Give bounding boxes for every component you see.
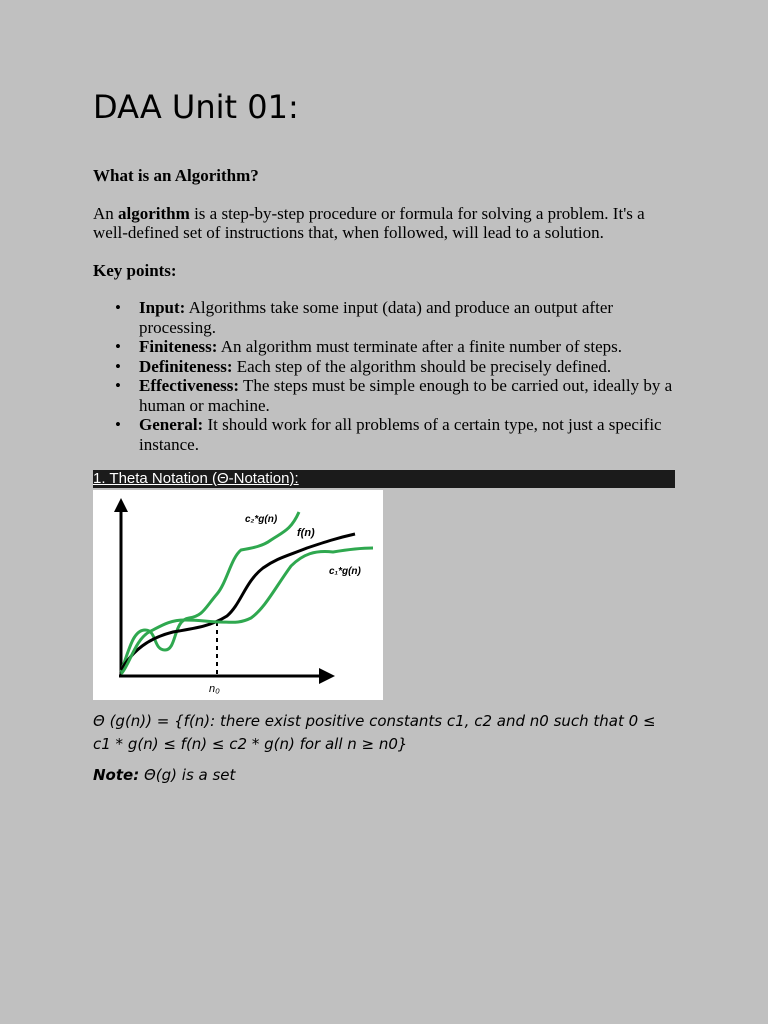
list-item <box>115 415 675 454</box>
intro-suffix: is a step-by-step procedure or formula for solving a problem. It's a well-defined set of instructions that, when followed, will lead to a solution. <box>93 203 645 242</box>
bullet-icon: • <box>115 415 121 434</box>
point-term: Effectiveness: <box>139 376 240 395</box>
intro-prefix: An <box>93 203 119 223</box>
point-term: Finiteness: <box>139 337 218 356</box>
note-text: Θ(g) is a set <box>139 766 236 784</box>
point-term: General: <box>139 415 204 434</box>
bullet-icon: • <box>115 376 121 395</box>
bullet-icon: • <box>115 298 121 317</box>
x-axis-arrow-icon <box>319 668 335 684</box>
bullet-icon: • <box>115 356 121 376</box>
f-curve-label: f(n) <box>297 527 315 539</box>
theta-definition: Θ (g(n)) = {f(n): there exist positive constants c1, c2 and n0 such that 0 ≤ c1 * g(n) ≤ f(n) ≤ c2 * g(n) for all n ≥ n0} <box>93 712 656 753</box>
upper-bound-label: c₂*g(n) <box>245 514 278 525</box>
bullet-icon: • <box>115 337 121 356</box>
point-text: It should work for all problems of a certain type, not just a specific instance. <box>139 415 662 454</box>
intro-bold-term: algorithm <box>118 203 190 223</box>
n0-label: n₀ <box>209 683 220 695</box>
key-points-list <box>93 298 675 454</box>
point-term: Input: <box>139 298 186 317</box>
point-text: Each step of the algorithm should be precisely defined. <box>232 356 612 376</box>
theta-graph <box>93 490 383 700</box>
y-axis-arrow-icon <box>114 498 128 512</box>
point-text: Algorithms take some input (data) and produce an output after processing. <box>139 298 614 337</box>
theta-note <box>93 764 675 787</box>
theta-notation-figure <box>93 490 383 700</box>
lower-bound-label: c₁*g(n) <box>329 566 361 577</box>
key-points-heading: Key points: <box>93 260 177 280</box>
list-item <box>115 376 675 415</box>
point-text: An algorithm must terminate after a finite number of steps. <box>217 337 622 356</box>
list-item <box>115 298 675 337</box>
theta-notation-heading: 1. Theta Notation (Θ-Notation): <box>93 470 675 488</box>
document-content <box>93 86 675 787</box>
list-item <box>115 356 675 377</box>
point-text: The steps must be simple enough to be carried out, ideally by a human or machine. <box>139 376 673 415</box>
point-term: Definiteness: <box>139 356 233 376</box>
note-label: Note: <box>93 766 140 784</box>
list-item <box>115 337 675 357</box>
intro-paragraph <box>93 204 675 243</box>
page-title: DAA Unit 01: <box>93 88 299 126</box>
question-heading: What is an Algorithm? <box>93 166 259 185</box>
